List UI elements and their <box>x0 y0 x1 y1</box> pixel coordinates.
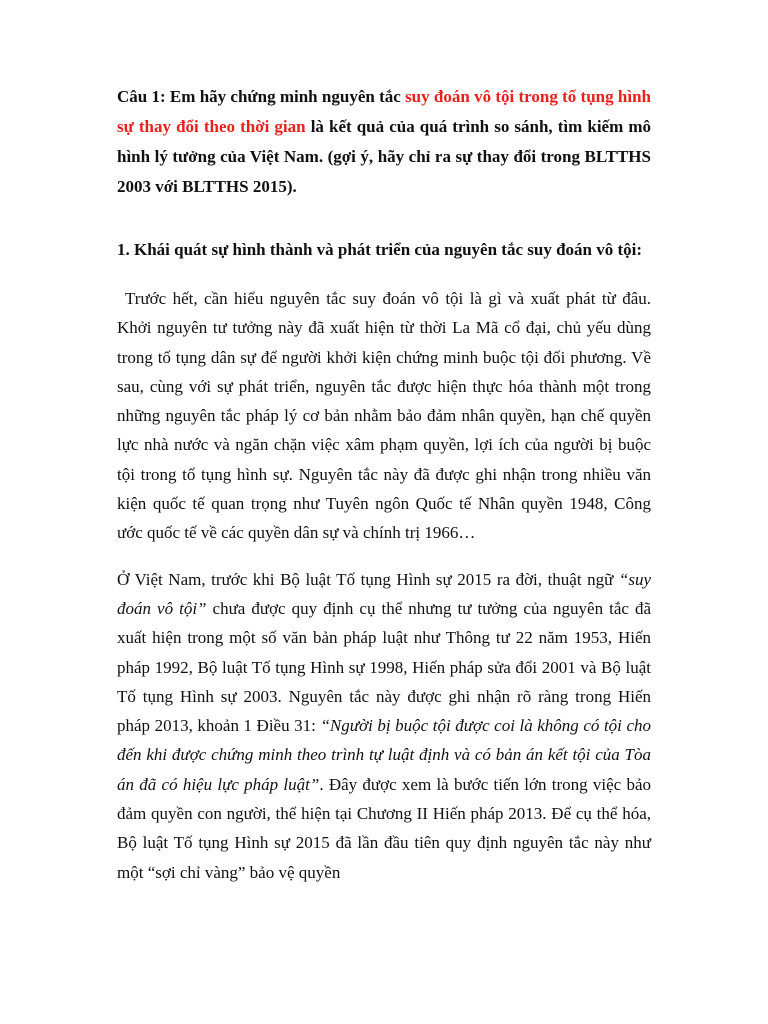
paragraph-2-quote-term: “suy đoán vô tội” <box>117 569 651 618</box>
question-highlight: suy đoán vô tội trong tố tụng hình sự thay đổi theo thời gian <box>117 87 651 136</box>
paragraph-2-text-3: . Đây được xem là bước tiến lớn trong việc bảo đảm quyền con người, thể hiện tại Chương II Hiến pháp 2013. Để cụ thể hóa, Bộ luật Tố tụng Hình sự 2015 đã lần đầu tiên quy định nguyên tắc này như một “sợi chỉ vàng” bảo vệ quyền <box>117 774 651 882</box>
paragraph-2-text-2: chưa được quy định cụ thể nhưng tư tưởng của nguyên tắc đã xuất hiện trong một số văn bản pháp luật như Thông tư 22 năm 1953, Hiến pháp 1992, Bộ luật Tố tụng Hình sự 1998, Hiến pháp sửa đổi 2001 và Bộ luật Tố tụng Hình sự 2003. Nguyên tắc này được ghi nhận rõ ràng trong Hiến pháp 2013, khoản 1 Điều 31: <box>117 598 651 736</box>
question-part1: Câu 1: Em hãy chứng minh nguyên tắc <box>117 87 406 106</box>
paragraph-1: Trước hết, cần hiểu nguyên tắc suy đoán vô tội là gì và xuất phát từ đâu. Khởi nguyên tư tưởng này đã xuất hiện từ thời La Mã cổ đại, chủ yếu dùng trong tố tụng dân sự để người khởi kiện chứng minh buộc tội đối phương. Về sau, cùng với sự phát triển, nguyên tắc được hiện thực hóa thành một trong những nguyên tắc pháp lý cơ bản nhằm bảo đảm nhân quyền, hạn chế quyền lực nhà nước và ngăn chặn việc xâm phạm quyền, lợi ích của người bị buộc tội trong tố tụng hình sự. Nguyên tắc này đã được ghi nhận trong nhiều văn kiện quốc tế quan trọng như Tuyên ngôn Quốc tế Nhân quyền 1948, Công ước quốc tế về các quyền dân sự và chính trị 1966… <box>117 289 651 543</box>
paragraph-2-quote-constitution: “Người bị buộc tội được coi là không có tội cho đến khi được chứng minh theo trình tự luật định và có bản án kết tội của Tòa án đã có hiệu lực pháp luật” <box>117 716 652 794</box>
paragraph-2-text-1: Ở Việt Nam, trước khi Bộ luật Tố tụng Hình sự 2015 ra đời, thuật ngữ <box>117 569 619 589</box>
question-part2: là kết quả của quá trình so sánh, tìm kiếm mô hình lý tưởng của Việt Nam. (gợi ý, hãy chỉ ra sự thay đổi trong BLTTHS 2003 với BLTTHS 2015). <box>117 117 652 196</box>
question-text <box>117 82 651 202</box>
paragraph-2 <box>117 565 651 887</box>
section-heading-1: 1. Khái quát sự hình thành và phát triển của nguyên tắc suy đoán vô tội: <box>117 240 643 259</box>
